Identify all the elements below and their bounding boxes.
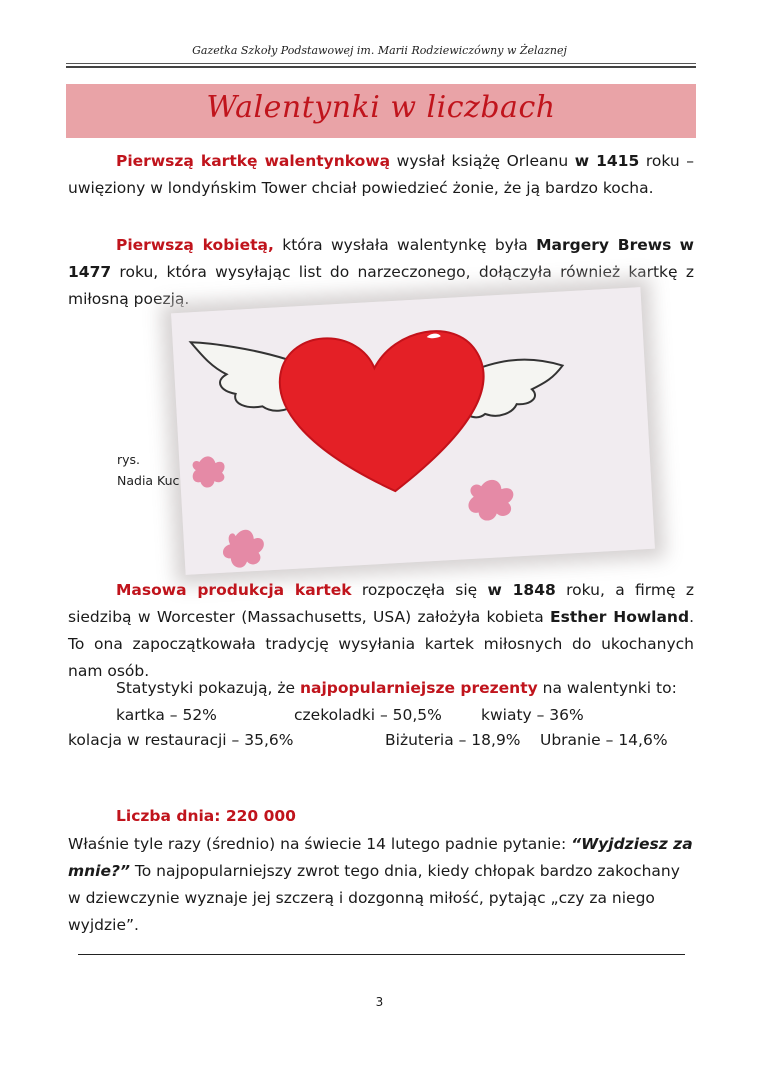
stat-item: kartka – 52% — [116, 706, 217, 724]
text: która wysłała walentynkę była — [273, 236, 537, 254]
header-rule — [66, 63, 696, 64]
name-margery-brews: Margery Brews — [536, 236, 672, 254]
text: Właśnie tyle razy (średnio) na świecie 14 lutego padnie pytanie: — [68, 835, 572, 853]
text: roku – uwięziony w londyńskim Tower chciał powiedzieć żonie, że ją bardzo kocha. — [68, 152, 695, 197]
drawing-credit-author: Nadia Kuc — [117, 473, 180, 488]
heart-with-wings-drawing — [171, 287, 655, 575]
paragraph-first-card — [68, 148, 694, 202]
paragraph-proposals — [68, 831, 694, 939]
page-header: Gazetka Szkoły Podstawowej im. Marii Rodziewiczówny w Żelaznej — [192, 44, 567, 57]
heart-drawing-photo — [171, 287, 655, 575]
title-banner — [66, 84, 696, 138]
drawing-credit-label: rys. — [117, 452, 141, 467]
text: na walentynki to: — [537, 679, 677, 697]
text: To najpopularniejszy zwrot tego dnia, kiedy chłopak bardzo zakochany w dziewczynie wyznaje jej szczerą i dozgonną miłość, pytając „czy za niego wyjdzie”. — [68, 862, 680, 934]
page-title: Walentynki w liczbach — [206, 90, 556, 125]
text: . To ona zapoczątkowała tradycję wysyłania kartek miłosnych do ukochanych nam osób. — [68, 608, 694, 680]
number-of-the-day-heading: Liczba dnia: 220 000 — [116, 807, 296, 825]
quote-will-you-marry-me: “Wyjdziesz za mnie?” — [68, 835, 693, 880]
stats-intro — [116, 679, 677, 697]
paragraph-mass-production — [68, 577, 694, 685]
text: roku, która wysyłając list do narzeczonego, dołączyła również kartkę z miłosną poezją. — [68, 263, 694, 308]
highlight-first-woman: Pierwszą kobietą, — [116, 236, 274, 254]
year-1477: w 1477 — [68, 236, 694, 281]
stat-item: czekoladki – 50,5% — [294, 706, 442, 724]
year-1848: w 1848 — [487, 581, 556, 599]
highlight-popular-gifts: najpopularniejsze prezenty — [299, 679, 538, 697]
name-esther-howland: Esther Howland — [550, 608, 690, 626]
highlight-first-card: Pierwszą kartkę walentynkową — [116, 152, 391, 170]
stat-item: Biżuteria – 18,9% — [385, 731, 521, 749]
bottom-rule — [78, 954, 685, 955]
page-number: 3 — [375, 995, 384, 1009]
text: Statystyki pokazują, że — [116, 679, 300, 697]
text: roku, a firmę z siedzibą w Worcester (Massachusetts, USA) założyła kobieta — [68, 581, 694, 626]
text: wysłał książę Orleanu — [390, 152, 575, 170]
text: rozpoczęła się — [351, 581, 488, 599]
stat-item: Ubranie – 14,6% — [540, 731, 668, 749]
highlight-mass-production: Masowa produkcja kartek — [116, 581, 352, 599]
stat-item: kolacja w restauracji – 35,6% — [68, 731, 294, 749]
year-1415: w 1415 — [574, 152, 640, 170]
header-rule-thick — [66, 66, 696, 68]
stat-item: kwiaty – 36% — [481, 706, 584, 724]
